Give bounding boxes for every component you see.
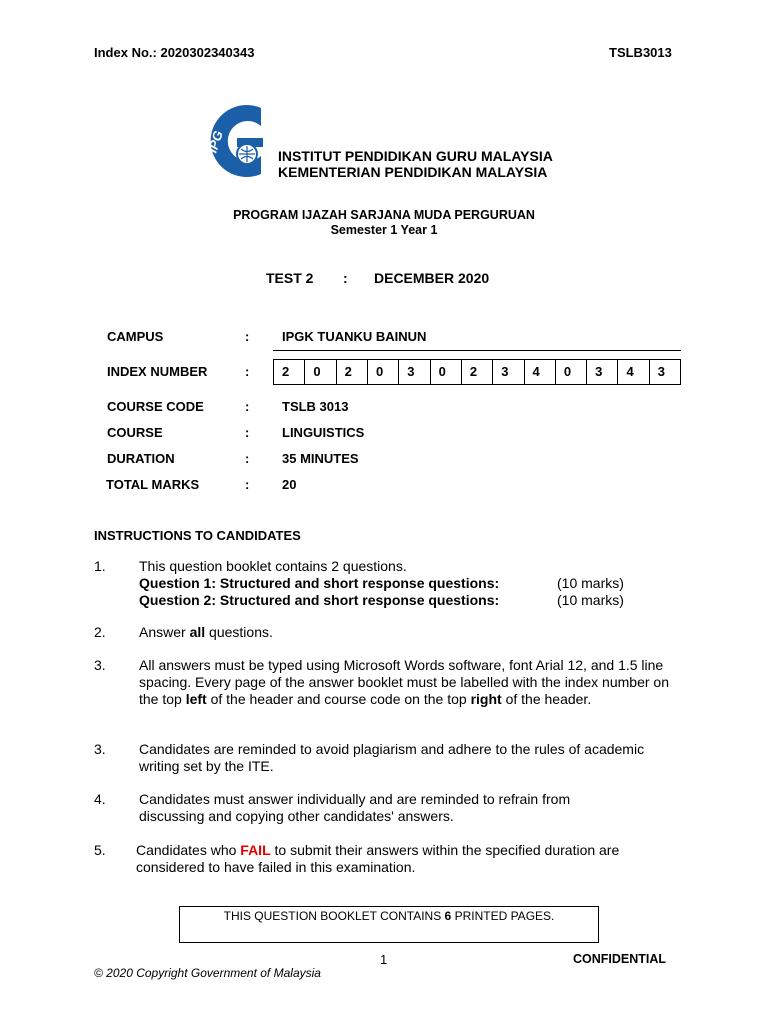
header-course-code: TSLB3013 <box>609 45 672 60</box>
course-label: COURSE <box>107 425 163 440</box>
instruction-5-number: 4. <box>94 791 106 807</box>
instruction-1-number: 1. <box>94 558 106 574</box>
course-colon: : <box>245 425 250 440</box>
course-code-colon: : <box>245 399 250 414</box>
total-marks-colon: : <box>245 477 250 492</box>
logo-text: IPG <box>204 128 226 155</box>
index-digit-cell: 2 <box>337 360 368 384</box>
question-1-desc: Question 1: Structured and short response questions: <box>139 575 500 591</box>
instruction-2-number: 2. <box>94 624 106 640</box>
course-code-value: TSLB 3013 <box>282 399 349 414</box>
index-digit-cell: 0 <box>556 360 587 384</box>
index-digit-cell: 3 <box>657 364 665 379</box>
duration-label: DURATION <box>107 451 175 466</box>
instruction-3-number: 3. <box>94 657 106 673</box>
copyright-text: © 2020 Copyright Government of Malaysia <box>94 966 321 980</box>
campus-label: CAMPUS <box>107 329 164 344</box>
instructions-heading: INSTRUCTIONS TO CANDIDATES <box>94 528 301 543</box>
campus-underline <box>273 350 681 351</box>
index-digit-cell: 0 <box>368 360 399 384</box>
program-title: PROGRAM IJAZAH SARJANA MUDA PERGURUAN <box>233 208 535 222</box>
index-digit-cell: 3 <box>399 360 430 384</box>
total-marks-label: TOTAL MARKS <box>106 477 200 492</box>
question-2-marks: (10 marks) <box>557 592 624 608</box>
campus-colon: : <box>245 329 250 344</box>
instruction-2-text: Answer all questions. <box>139 624 273 640</box>
fail-word: FAIL <box>240 842 271 858</box>
instruction-1 <box>139 558 679 609</box>
index-digit-cell: 0 <box>431 360 462 384</box>
test-date: DECEMBER 2020 <box>374 270 490 286</box>
index-digit-cell: 2 <box>274 360 305 384</box>
question-2-desc: Question 2: Structured and short response questions: <box>139 592 500 608</box>
instruction-1-text: This question booklet contains 2 questions. <box>139 558 407 574</box>
instruction-4-number: 3. <box>94 741 106 757</box>
institute-line-1: INSTITUT PENDIDIKAN GURU MALAYSIA <box>278 148 553 164</box>
duration-colon: : <box>245 451 250 466</box>
index-digit-cell: 0 <box>305 360 336 384</box>
printed-pages-box: THIS QUESTION BOOKLET CONTAINS 6 PRINTED PAGES. <box>179 906 599 943</box>
test-sep: : <box>343 270 348 286</box>
confidential-label: CONFIDENTIAL <box>573 952 667 966</box>
duration-value: 35 MINUTES <box>282 451 359 466</box>
page-number: 1 <box>380 952 388 967</box>
ipg-logo <box>197 100 273 182</box>
course-code-label: COURSE CODE <box>107 399 204 414</box>
instruction-6-text: Candidates who FAIL to submit their answers within the specified duration are considered to have failed in this examination. <box>136 842 620 875</box>
index-number-colon: : <box>245 364 250 379</box>
total-marks-value: 20 <box>282 477 297 492</box>
index-digit-cell: 3 <box>587 360 618 384</box>
header-index-value: 2020302340343 <box>160 45 255 60</box>
index-number-label: INDEX NUMBER <box>107 364 208 379</box>
index-number-boxes <box>273 359 681 385</box>
campus-value: IPGK TUANKU BAINUN <box>282 329 427 344</box>
instruction-3-text: All answers must be typed using Microsoft Words software, font Arial 12, and 1.5 line spacing. Every page of the answer booklet must be labelled with the index number on the top left of the header and course code on the top right of the header. <box>139 657 669 707</box>
institute-line-2: KEMENTERIAN PENDIDIKAN MALAYSIA <box>278 164 548 180</box>
question-1-marks: (10 marks) <box>557 575 624 591</box>
instruction-6-number: 5. <box>94 842 106 858</box>
index-digit-cell: 2 <box>462 360 493 384</box>
instruction-5-text: Candidates must answer individually and are reminded to refrain from discussing and copying other candidates' answers. <box>139 791 571 824</box>
test-name: TEST 2 <box>266 270 314 286</box>
index-digit-cell: 4 <box>618 360 649 384</box>
course-value: LINGUISTICS <box>282 425 365 440</box>
index-digit-cell: 3 <box>493 360 524 384</box>
index-digit-cell: 4 <box>525 360 556 384</box>
program-semester: Semester 1 Year 1 <box>330 223 438 237</box>
header-index <box>94 45 254 60</box>
instruction-4-text: Candidates are reminded to avoid plagiarism and adhere to the rules of academic writing set by the ITE. <box>139 741 645 774</box>
header-index-label: Index No.: <box>94 45 157 60</box>
